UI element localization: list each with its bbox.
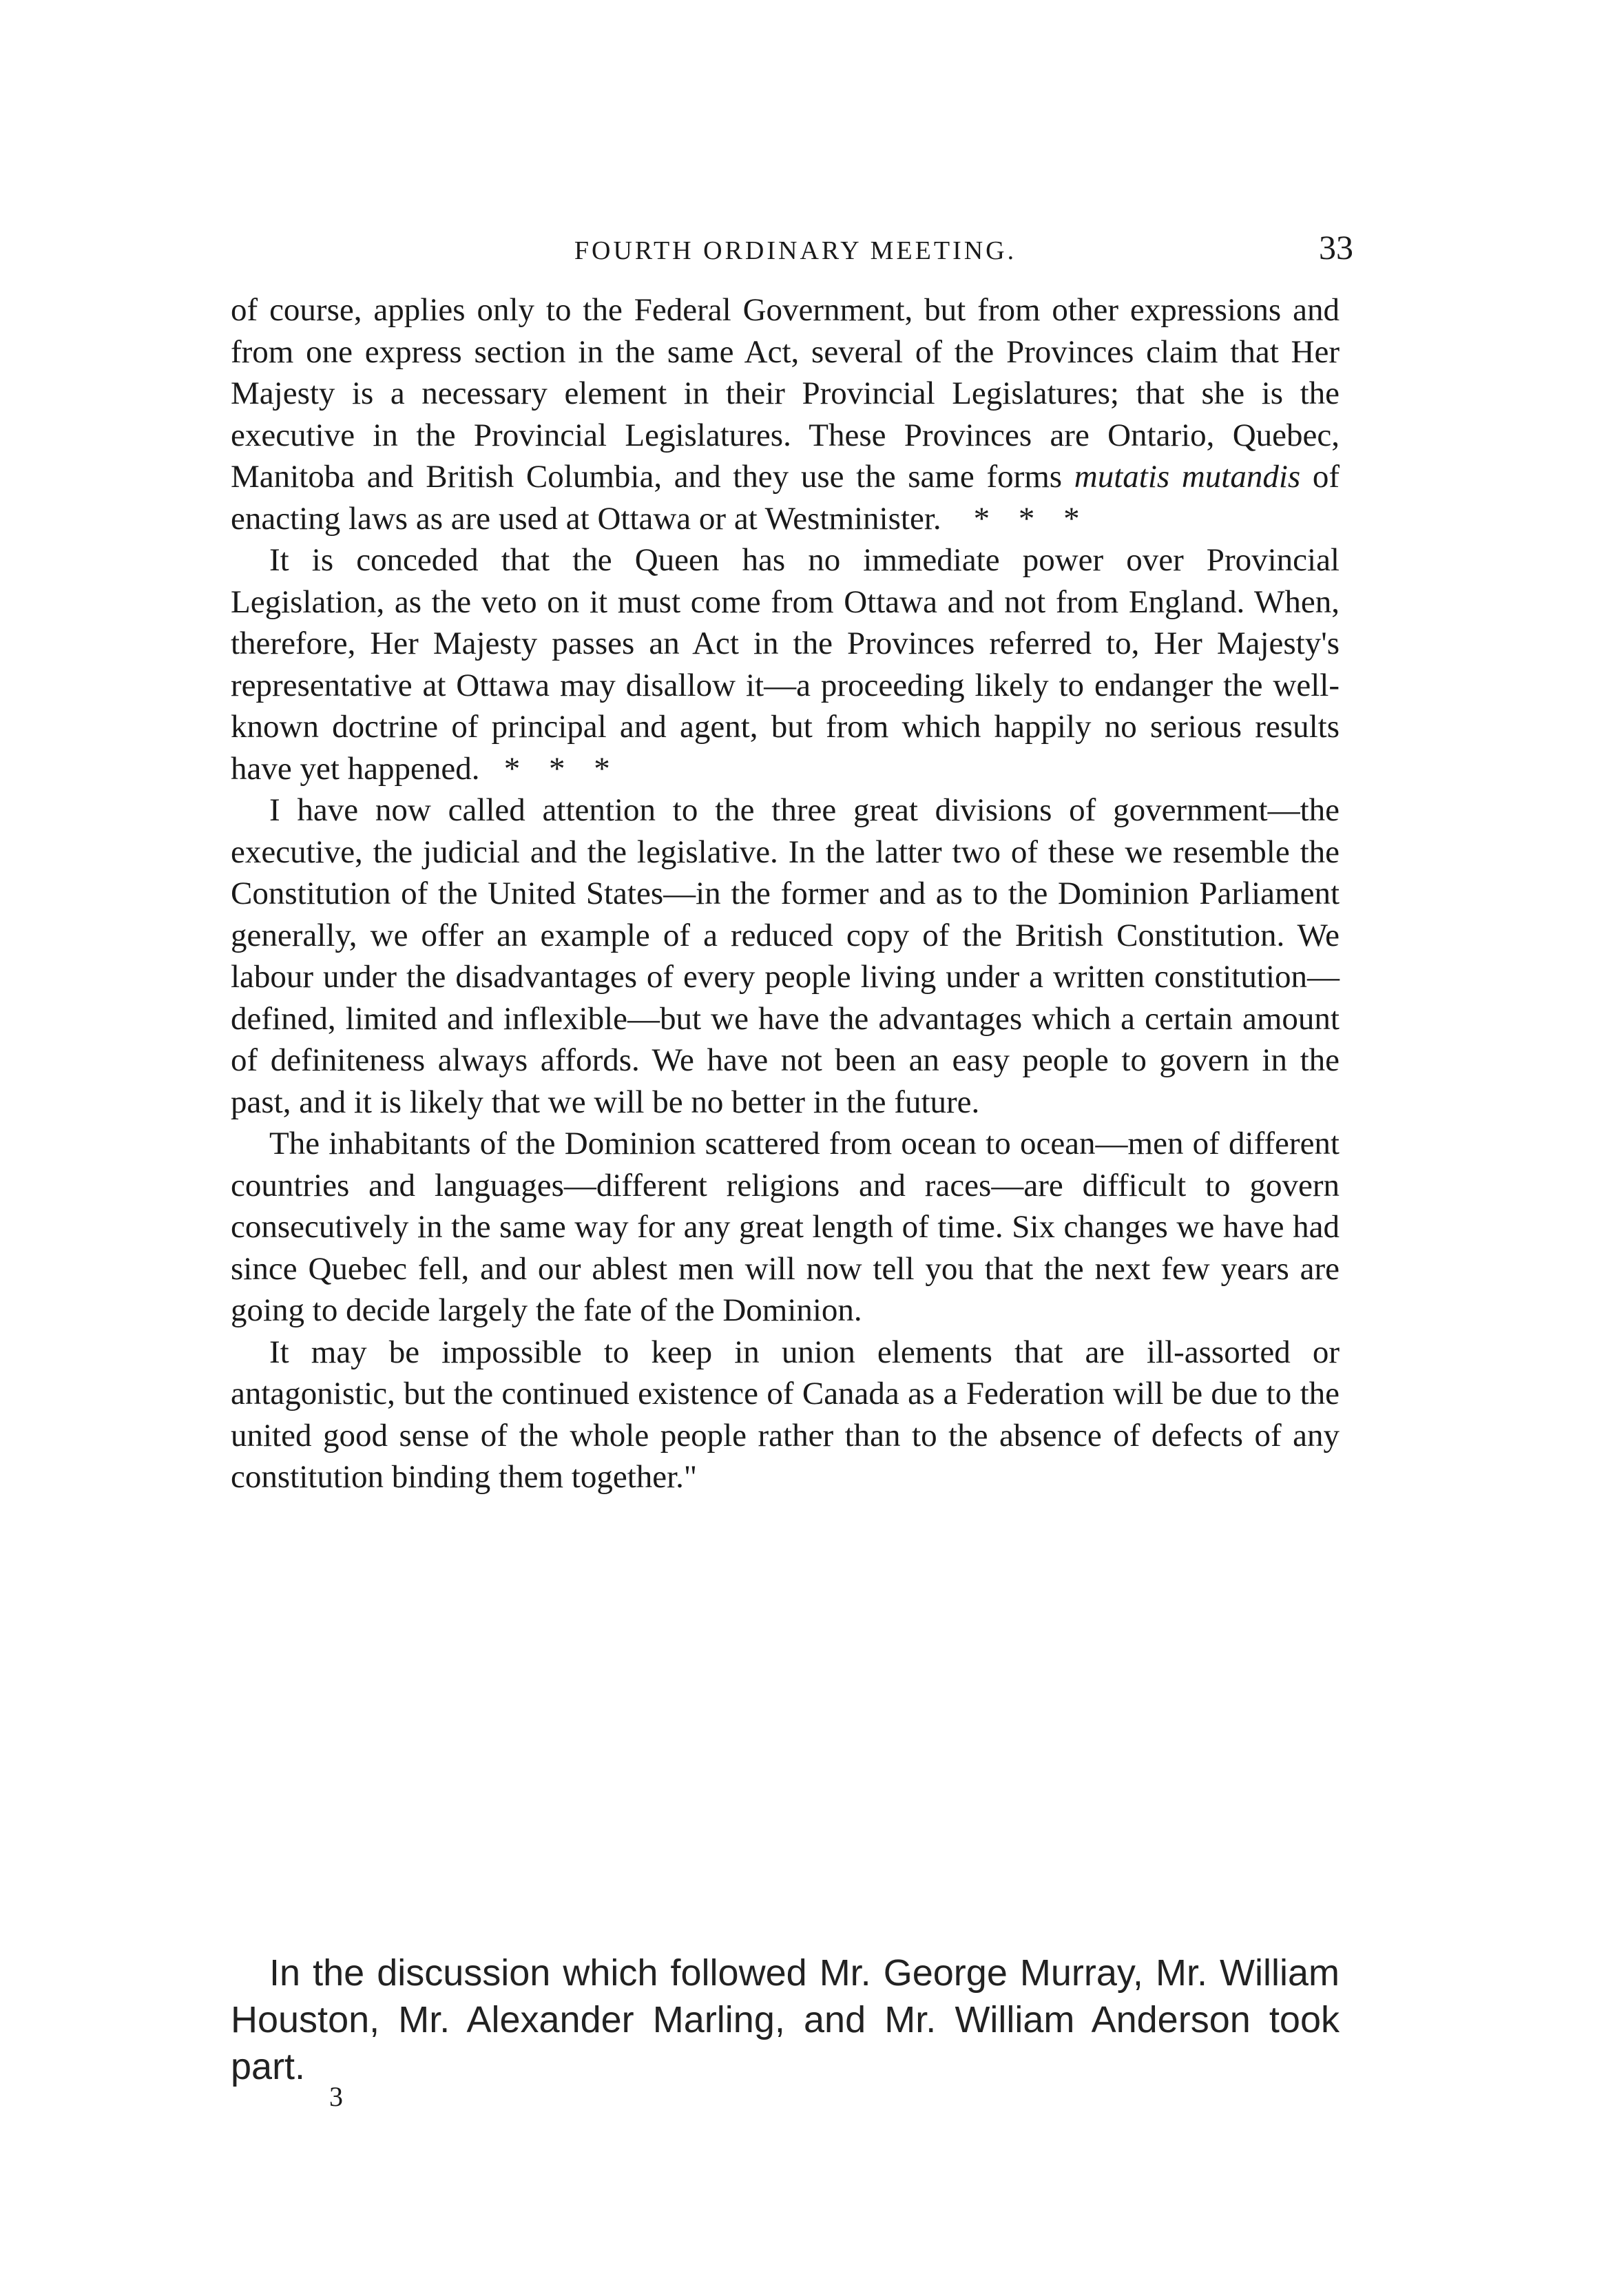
ellipsis-stars-2: * * *: [503, 750, 610, 787]
discussion-note: [231, 1949, 1340, 2090]
paragraph-1: [231, 289, 1340, 539]
paragraph-2-text: It is conceded that the Queen has no immediate power over Provincial Legislation, as the veto on it must come from Ottawa and not from England. When, therefore, Her Majesty passes an Act in the Provinces referred to, Her Majesty's representative at Ottawa may disallow it—a proceeding likely to endanger the well-known doctrine of principal and agent, but from which happily no serious results have yet happened.: [231, 542, 1340, 787]
latin-phrase: mutatis mutandis: [1074, 459, 1301, 495]
paragraph-4: The inhabitants of the Dominion scattered from ocean to ocean—men of different countries and languages—different religions and races—are difficult to govern consecutively in the same way for any great length of time. Six changes we have had since Quebec fell, and our ablest men will now tell you that the next few years are going to decide largely the fate of the Dominion.: [231, 1126, 1340, 1328]
paragraph-1-tail: of enacting laws as are used at Ottawa or at Westminister.: [231, 459, 1340, 537]
page-number: 33: [1319, 228, 1353, 267]
running-head: [238, 227, 1353, 276]
paragraph-5: It may be impossible to keep in union elements that are ill-assorted or antagonistic, but the continued existence of Canada as a Federation will be due to the united good sense of the whole people rather than to the absence of defects of any constitution binding them together.": [231, 1334, 1340, 1495]
paragraph-3: I have now called attention to the three great divisions of government—the executive, the judicial and the legislative. In the latter two of these we resemble the Constitution of the United States—in the former and as to the Dominion Parliament generally, we offer an example of a reduced copy of the British Constitution. We labour under the disadvantages of every people living under a written constitution—defined, limited and inflexible—but we have the advantages which a certain amount of definiteness always affords. We have not been an easy people to govern in the past, and it is likely that we will be no better in the future.: [231, 792, 1340, 1120]
paragraph-2: [231, 539, 1340, 789]
ellipsis-stars-1: * * *: [973, 500, 1080, 537]
paragraph-1-text: of course, applies only to the Federal Government, but from other expressions and from one express section in the same Act, several of the Provinces claim that Her Majesty is a necessary element in their Provincial Legislatures; that she is the executive in the Provincial Legislatures. These Provinces are Ontario, Quebec, Manitoba and British Columbia, and they use the same forms: [231, 292, 1340, 495]
body-text: [231, 289, 1340, 1498]
signature-mark: 3: [329, 2081, 343, 2112]
discussion-text: In the discussion which followed Mr. George Murray, Mr. William Houston, Mr. Alexander Marling, and Mr. William Anderson took part.: [231, 1952, 1340, 2087]
running-title: FOURTH ORDINARY MEETING.: [574, 236, 1017, 265]
